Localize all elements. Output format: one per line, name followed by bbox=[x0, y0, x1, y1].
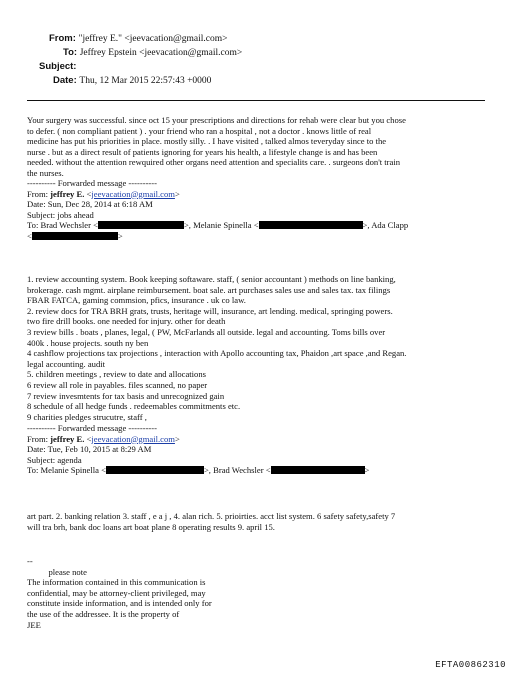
header-from bbox=[49, 33, 227, 44]
header-to-label: To: bbox=[63, 47, 78, 58]
forward-subject: Subject: agenda bbox=[27, 454, 82, 465]
forward-date: Date: Tue, Feb 10, 2015 at 8:29 AM bbox=[27, 444, 152, 455]
signature-separator: -- bbox=[27, 556, 33, 566]
forward-to-text: >, Ada Clapp bbox=[362, 220, 409, 231]
agenda-paragraph bbox=[27, 511, 497, 532]
header-subject bbox=[39, 61, 76, 72]
list-line: 8 schedule of all hedge funds . redeemables commitments etc. bbox=[27, 401, 241, 412]
forward-from bbox=[27, 189, 497, 200]
list-line: 3 review bills . boats , planes, legal, ( PW, McFarlands all outside. legal and accounting. Toms bills over bbox=[27, 326, 386, 337]
list-line: 7 review invesmtents for tax basis and unrecognized gain bbox=[27, 390, 225, 401]
list-line: 400k . house projects. south ny ben bbox=[27, 337, 149, 348]
forward-to-cont bbox=[27, 231, 497, 242]
redaction-bar bbox=[106, 466, 204, 474]
header-from-value: "jeffrey E." <jeevacation@gmail.com> bbox=[78, 34, 228, 44]
text-line: nurse . but as a direct result of patients ignoring for years his health, a lifestyle change is and has been bbox=[27, 146, 378, 157]
list-line: two fire drill books. one needed for injury. other for death bbox=[27, 316, 226, 327]
bates-number: EFTA00862310 bbox=[435, 660, 506, 670]
header-from-label: From: bbox=[49, 33, 76, 44]
forward-marker: ---------- Forwarded message ---------- bbox=[27, 423, 158, 433]
forward-from bbox=[27, 434, 497, 445]
message-paragraph-1 bbox=[27, 115, 497, 179]
redaction-bar bbox=[32, 232, 118, 240]
text-line: needed. without the attention rewquired other organs need attention and specialits care. . surgeons don't train bbox=[27, 157, 401, 168]
redaction-bar bbox=[259, 221, 363, 229]
text-line: Your surgery was successful. since oct 15 your prescriptions and directions for rehab were clear but you chose bbox=[27, 115, 406, 125]
forward-from-bracket: < bbox=[84, 188, 92, 199]
forward-from-email-link[interactable]: jeevacation@gmail.com bbox=[91, 188, 175, 199]
forward-from-name: jeffrey E. bbox=[50, 433, 85, 444]
forward-to bbox=[27, 220, 497, 231]
forward-from-label: From: bbox=[27, 188, 51, 199]
forward-from-email-link[interactable]: jeevacation@gmail.com bbox=[91, 433, 175, 444]
forward-to-text: To: Brad Wechsler < bbox=[27, 220, 98, 231]
list-line: 4 cashflow projections tax projections , interaction with Apollo accounting tax, Phaidon ,art space ,and Regan. bbox=[27, 348, 407, 359]
forward-from-bracket: > bbox=[174, 433, 180, 444]
forward-from-name: jeffrey E. bbox=[50, 188, 85, 199]
text-line: will tra brh, bank doc loans art boat plane 8 operating results 9. april 15. bbox=[27, 521, 275, 532]
header-to bbox=[63, 47, 242, 58]
header-date-value: Thu, 12 Mar 2015 22:57:43 +0000 bbox=[79, 76, 212, 86]
disclaimer-line: JEE bbox=[27, 619, 41, 630]
list-line: FBAR FATCA, gaming commsion, pfics, insurance . uk co law. bbox=[27, 295, 246, 306]
header-date-label: Date: bbox=[53, 75, 77, 86]
forward-subject: Subject: jobs ahead bbox=[27, 209, 94, 220]
jobs-list bbox=[27, 274, 497, 422]
forward-to bbox=[27, 465, 497, 476]
header-to-value: Jeffrey Epstein <jeevacation@gmail.com> bbox=[79, 48, 243, 58]
text-line: to defer. ( non compliant patient ) . your friend who ran a hospital , not a doctor . knows little of real bbox=[27, 125, 372, 136]
forward-from-label: From: bbox=[27, 433, 51, 444]
forward-to-text: > bbox=[117, 230, 123, 241]
forward-from-bracket: < bbox=[84, 433, 92, 444]
forward-to-text: >, Brad Wechsler < bbox=[203, 465, 271, 476]
header-date bbox=[53, 75, 211, 86]
list-line: brokerage. cash mgmt. airplane reimbursement. boat sale. art purchases sales use and sales tax. tax filings bbox=[27, 284, 391, 295]
list-line: 2. review docs for TRA BRH grats, trusts, heritage will, insurance, art lending. medical, springing powers. bbox=[27, 305, 393, 316]
disclaimer-line: confidential, may be attorney-client privileged, may bbox=[27, 587, 206, 598]
forward-to-text: >, Melanie Spinella < bbox=[183, 220, 259, 231]
forward-to-text: To: Melanie Spinella < bbox=[27, 465, 106, 476]
disclaimer-line: the use of the addressee. It is the property of bbox=[27, 608, 180, 619]
forward-date: Date: Sun, Dec 28, 2014 at 6:18 AM bbox=[27, 199, 153, 210]
redaction-bar bbox=[98, 221, 184, 229]
text-line: the nurses. bbox=[27, 167, 64, 178]
redaction-bar bbox=[271, 466, 365, 474]
text-line: art part. 2. banking relation 3. staff , e a j , 4. alan rich. 5. prioirties. acct list system. 6 safety safety,safety 7 bbox=[27, 511, 396, 521]
disclaimer-line: constitute inside information, and is intended only for bbox=[27, 598, 212, 609]
list-line: legal accounting. audit bbox=[27, 358, 106, 369]
forwarded-message-1 bbox=[27, 178, 497, 242]
list-line: 5. children meetings , review to date and allocations bbox=[27, 369, 206, 380]
forwarded-message-2 bbox=[27, 423, 497, 476]
forward-to-text: > bbox=[364, 465, 370, 476]
signature-block bbox=[27, 556, 497, 630]
forward-marker: ---------- Forwarded message ---------- bbox=[27, 178, 158, 188]
disclaimer-line: The information contained in this communication is bbox=[27, 577, 206, 588]
list-line: 9 charities pledges strucutre, staff , bbox=[27, 411, 147, 422]
text-line: medicine has put his priorities in place. mostly silly. . I have visited , talked almos teveryday since to the bbox=[27, 136, 387, 147]
header-divider bbox=[27, 100, 485, 101]
list-line: 6 review all role in payables. files scanned, no paper bbox=[27, 379, 208, 390]
forward-to-text: < bbox=[27, 230, 32, 241]
disclaimer-line: please note bbox=[27, 566, 87, 577]
header-subject-label: Subject: bbox=[39, 61, 77, 72]
forward-from-bracket: > bbox=[174, 188, 180, 199]
list-line: 1. review accounting system. Book keeping softaware. staff, ( senior accountant ) methods on line banking, bbox=[27, 274, 396, 284]
